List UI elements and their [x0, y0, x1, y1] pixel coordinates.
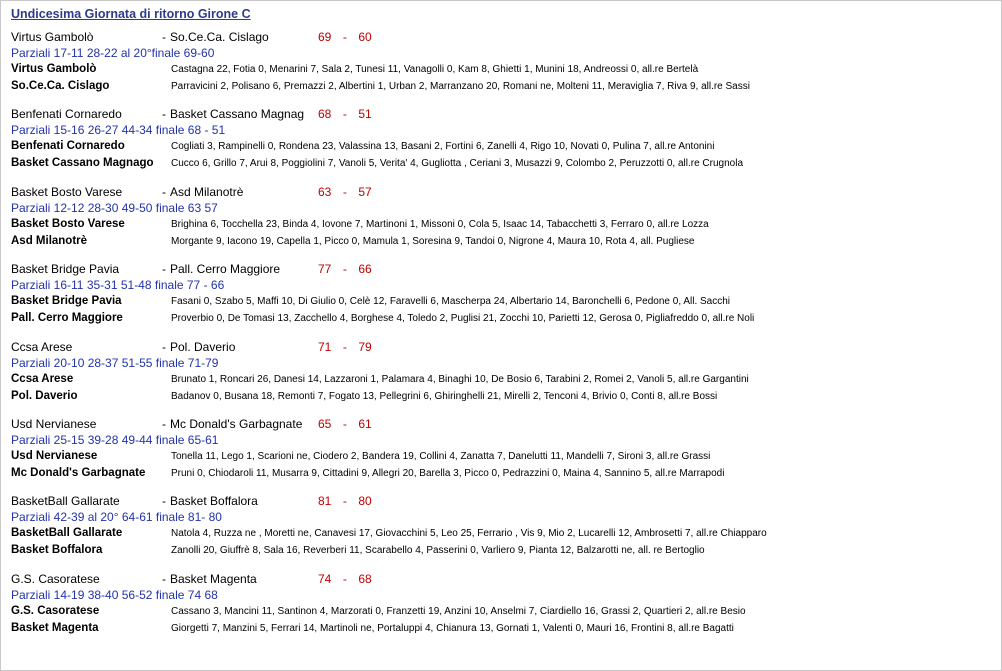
away-lineup-players: Zanolli 20, Giuffrè 8, Sala 16, Reverberi 11, Scarabello 4, Passerini 0, Varliero 9, Pianta 12, Balzarotti ne, all. re Bertoglio	[171, 545, 705, 556]
home-lineup-players: Cogliati 3, Rampinelli 0, Rondena 23, Valassina 13, Basani 2, Fortini 6, Zanelli 4, Rigo 10, Novati 0, Pulina 7, all.re Antonini	[171, 141, 715, 152]
score-away: 66	[358, 262, 372, 276]
home-lineup-players: Natola 4, Ruzza ne , Moretti ne, Canavesi 17, Giovacchini 5, Leo 25, Ferrario , Vis 9, Mio 2, Lucarelli 12, Ambrosetti 7, all.re Chiapparo	[171, 528, 767, 539]
away-lineup-team: Basket Magenta	[11, 622, 99, 634]
partial-scores: Parziali 15-16 26-27 44-34 finale 68 - 51	[11, 123, 226, 137]
match-block	[11, 494, 991, 569]
home-lineup-players: Tonella 11, Lego 1, Scarioni ne, Ciodero 2, Bandera 19, Collini 4, Zanatta 7, Danelutti 11, Mandelli 7, Sironi 3, all.re Grassi	[171, 451, 711, 462]
away-team-name: Pall. Cerro Maggiore	[170, 262, 281, 276]
final-score	[318, 417, 372, 431]
away-lineup-team: Basket Cassano Magnago	[11, 157, 154, 169]
away-team: - Pall. Cerro Maggiore	[162, 262, 281, 276]
away-team-name: So.Ce.Ca. Cislago	[170, 30, 269, 44]
final-score	[318, 30, 372, 44]
match-block	[11, 340, 991, 415]
score-home: 71	[318, 340, 332, 354]
home-team: Virtus Gambolò	[11, 30, 94, 44]
home-lineup-team: G.S. Casoratese	[11, 605, 100, 617]
home-team: G.S. Casoratese	[11, 572, 100, 586]
score-separator: -	[342, 340, 347, 354]
score-separator: -	[342, 262, 347, 276]
home-team: Basket Bridge Pavia	[11, 262, 120, 276]
away-lineup-team: Mc Donald's Garbagnate	[11, 467, 146, 479]
home-lineup-team: Basket Bosto Varese	[11, 218, 125, 230]
score-home: 77	[318, 262, 332, 276]
match-block	[11, 262, 991, 337]
score-separator: -	[342, 107, 347, 121]
home-team: Benfenati Cornaredo	[11, 107, 122, 121]
score-home: 69	[318, 30, 332, 44]
score-separator: -	[342, 572, 347, 586]
score-away: 51	[358, 107, 372, 121]
score-home: 65	[318, 417, 332, 431]
score-separator: -	[342, 30, 347, 44]
score-home: 63	[318, 185, 332, 199]
home-lineup-team: Usd Nervianese	[11, 450, 98, 462]
away-team: - Basket Magenta	[162, 572, 257, 586]
away-team: - Asd Milanotrè	[162, 185, 244, 199]
final-score	[318, 340, 372, 354]
match-block	[11, 417, 991, 492]
home-lineup-players: Brighina 6, Tocchella 23, Binda 4, Iovone 7, Martinoni 1, Missoni 0, Cola 5, Isaac 14, Tabacchetti 3, Ferraro 0, all.re Lozza	[171, 219, 709, 230]
match-block	[11, 30, 991, 105]
home-team: BasketBall Gallarate	[11, 494, 120, 508]
score-home: 81	[318, 494, 332, 508]
home-lineup-players: Brunato 1, Roncari 26, Danesi 14, Lazzaroni 1, Palamara 4, Binaghi 10, De Bosio 6, Tarabini 2, Romei 2, Vanoli 5, all.re Gargantini	[171, 374, 749, 385]
home-lineup-team: Benfenati Cornaredo	[11, 140, 125, 152]
partial-scores: Parziali 17-11 28-22 al 20°finale 69-60	[11, 46, 215, 60]
away-lineup-players: Badanov 0, Busana 18, Remonti 7, Fogato 13, Pellegrini 6, Ghiringhelli 21, Mirelli 2, Tenconi 4, Brivio 0, Conti 8, all.re Bossi	[171, 391, 718, 402]
away-team: - Pol. Daverio	[162, 340, 236, 354]
away-team-name: Basket Cassano Magnag	[170, 107, 305, 121]
away-team-name: Basket Boffalora	[170, 494, 258, 508]
away-team: - Basket Boffalora	[162, 494, 258, 508]
home-team: Ccsa Arese	[11, 340, 73, 354]
score-away: 79	[358, 340, 372, 354]
away-lineup-team: So.Ce.Ca. Cislago	[11, 80, 110, 92]
final-score	[318, 262, 372, 276]
partial-scores: Parziali 14-19 38-40 56-52 finale 74 68	[11, 588, 218, 602]
home-lineup-team: BasketBall Gallarate	[11, 527, 123, 539]
away-team: - So.Ce.Ca. Cislago	[162, 30, 269, 44]
away-team: - Basket Cassano Magnag	[162, 107, 305, 121]
away-lineup-team: Pol. Daverio	[11, 390, 78, 402]
score-separator: -	[342, 185, 347, 199]
home-lineup-players: Castagna 22, Fotia 0, Menarini 7, Sala 2, Tunesi 11, Vanagolli 0, Kam 8, Ghietti 1, Munini 18, Andreossi 0, all.re Bertelà	[171, 64, 699, 75]
score-away: 60	[358, 30, 372, 44]
partial-scores: Parziali 12-12 28-30 49-50 finale 63 57	[11, 201, 218, 215]
home-team: Usd Nervianese	[11, 417, 97, 431]
final-score	[318, 572, 372, 586]
score-separator: -	[342, 417, 347, 431]
home-lineup-team: Ccsa Arese	[11, 373, 74, 385]
home-lineup-team: Virtus Gambolò	[11, 63, 97, 75]
score-away: 80	[358, 494, 372, 508]
home-team: Basket Bosto Varese	[11, 185, 123, 199]
partial-scores: Parziali 42-39 al 20° 64-61 finale 81- 80	[11, 510, 222, 524]
partial-scores: Parziali 25-15 39-28 49-44 finale 65-61	[11, 433, 219, 447]
away-team-name: Basket Magenta	[170, 572, 257, 586]
away-lineup-players: Pruni 0, Chiodaroli 11, Musarra 9, Cittadini 9, Allegri 20, Barella 3, Picco 0, Pedrazzini 0, Maina 4, Sannino 5, all.re Marrapodi	[171, 468, 725, 479]
match-block	[11, 107, 991, 182]
score-home: 74	[318, 572, 332, 586]
away-team-name: Asd Milanotrè	[170, 185, 244, 199]
home-lineup-players: Fasani 0, Szabo 5, Maffi 10, Di Giulio 0, Celè 12, Faravelli 6, Mascherpa 24, Albertario 14, Baronchelli 6, Pedone 0, All. Sacchi	[171, 296, 731, 307]
away-lineup-players: Cucco 6, Grillo 7, Arui 8, Poggiolini 7, Vanoli 5, Verita' 4, Gugliotta , Ceriani 3, Musazzi 9, Colombo 2, Peruzzotti 0, all.re Crugnola	[171, 158, 744, 169]
page-title[interactable]: Undicesima Giornata di ritorno Girone C	[11, 7, 251, 21]
final-score	[318, 107, 372, 121]
score-home: 68	[318, 107, 332, 121]
match-block	[11, 572, 991, 647]
away-team-name: Pol. Daverio	[170, 340, 236, 354]
score-separator: -	[342, 494, 347, 508]
partial-scores: Parziali 16-11 35-31 51-48 finale 77 - 66	[11, 278, 225, 292]
away-lineup-team: Basket Boffalora	[11, 544, 103, 556]
partial-scores: Parziali 20-10 28-37 51-55 finale 71-79	[11, 356, 219, 370]
away-lineup-players: Giorgetti 7, Manzini 5, Ferrari 14, Martinoli ne, Portaluppi 4, Chianura 13, Gornati 1, Valenti 0, Mauri 16, Frontini 8, all.re Bagatti	[171, 623, 734, 634]
away-lineup-team: Pall. Cerro Maggiore	[11, 312, 123, 324]
match-block	[11, 185, 991, 260]
away-lineup-players: Proverbio 0, De Tomasi 13, Zacchello 4, Borghese 4, Toledo 2, Puglisi 21, Zocchi 10, Parietti 12, Gerosa 0, Pigliafreddo 0, all.re Noli	[171, 313, 755, 324]
final-score	[318, 494, 372, 508]
score-away: 61	[358, 417, 372, 431]
score-away: 68	[358, 572, 372, 586]
away-lineup-players: Morgante 9, Iacono 19, Capella 1, Picco 0, Mamula 1, Soresina 9, Tandoi 0, Nigrone 4, Maura 10, Rota 4, all. Pugliese	[171, 236, 695, 247]
away-team: - Mc Donald's Garbagnate	[162, 417, 303, 431]
away-lineup-players: Parravicini 2, Polisano 6, Premazzi 2, Albertini 1, Urban 2, Marranzano 20, Romani ne, Molteni 11, Meraviglia 7, Riva 9, all.re Sassi	[171, 81, 750, 92]
away-lineup-team: Asd Milanotrè	[11, 235, 88, 247]
final-score	[318, 185, 372, 199]
home-lineup-players: Cassano 3, Mancini 11, Santinon 4, Marzorati 0, Franzetti 19, Anzini 10, Anselmi 7, Ciardiello 16, Grassi 2, Quartieri 2, all.re Besio	[171, 606, 746, 617]
home-lineup-team: Basket Bridge Pavia	[11, 295, 122, 307]
away-team-name: Mc Donald's Garbagnate	[170, 417, 303, 431]
score-away: 57	[358, 185, 372, 199]
